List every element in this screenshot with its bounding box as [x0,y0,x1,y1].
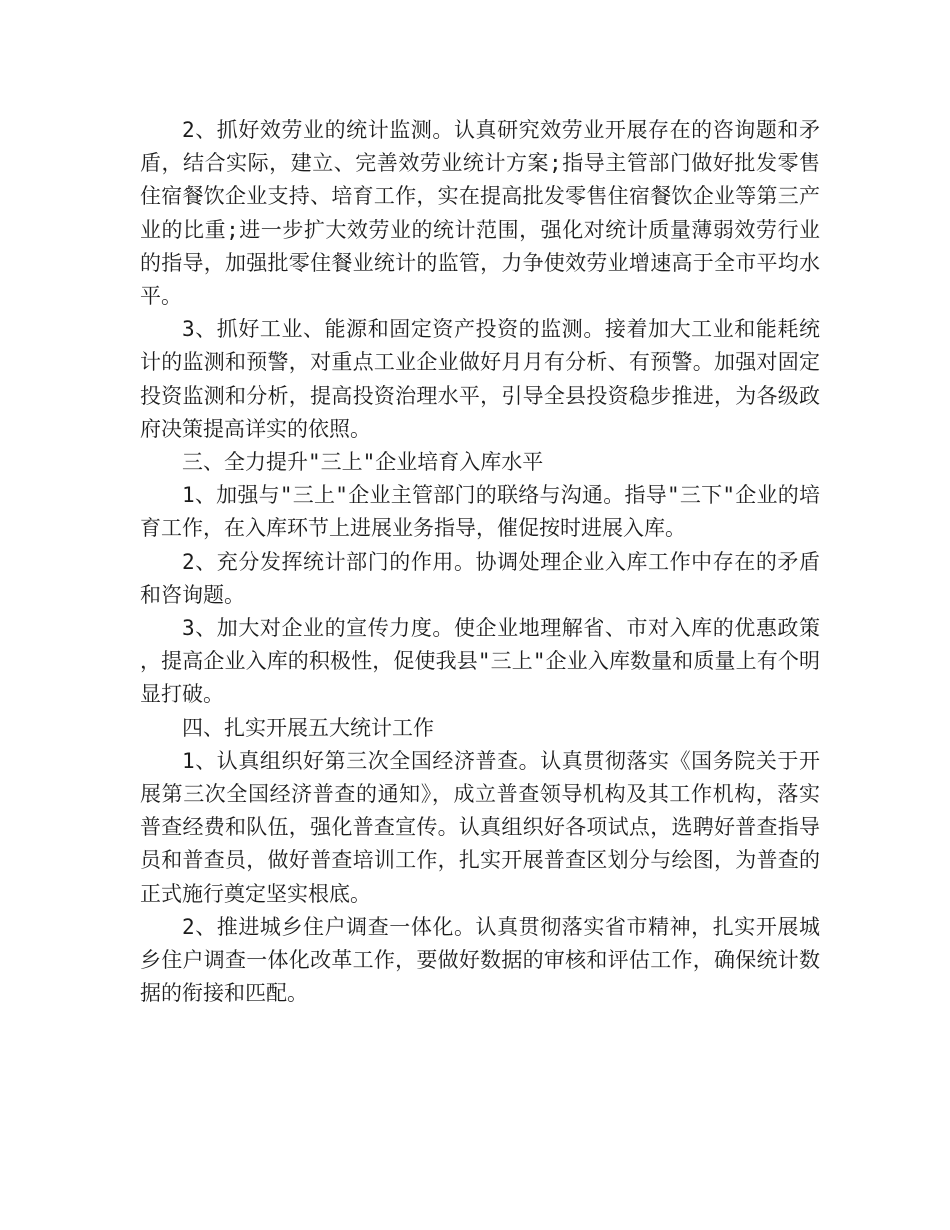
paragraph-statistics-department-role: 2、充分发挥统计部门的作用。协调处理企业入库工作中存在的矛盾和咨询题。 [140,549,820,607]
paragraph-publicity-efforts: 3、加大对企业的宣传力度。使企业地理解省、市对入库的优惠政策，提高企业入库的积极性，促使我县"三上"企业入库数量和质量上有个明显打破。 [140,616,820,707]
document-body [140,114,820,1010]
section-heading-three: 三、全力提升"三上"企业培育入库水平 [182,450,544,475]
paragraph-industry-energy-investment-monitoring: 3、抓好工业、能源和固定资产投资的监测。接着加大工业和能耗统计的监测和预警，对重点工业企业做好月月有分析、有预警。加强对固定投资监测和分析，提高投资治理水平，引导全县投资稳步推进，为各级政府决策提高详实的依照。 [140,317,820,441]
paragraph-economic-census: 1、认真组织好第三次全国经济普查。认真贯彻落实《国务院关于开展第三次全国经济普查的通知》，成立普查领导机构及其工作机构，落实普查经费和队伍，强化普查宣传。认真组织好各项试点，选聘好普查指导员和普查员，做好普查培训工作，扎实开展普查区划分与绘图，为普查的正式施行奠定坚实根底。 [140,748,820,906]
paragraph-department-liaison: 1、加强与"三上"企业主管部门的联络与沟通。指导"三下"企业的培育工作，在入库环节上进展业务指导，催促按时进展入库。 [140,483,820,541]
section-heading-four: 四、扎实开展五大统计工作 [182,715,434,740]
paragraph-household-survey: 2、推进城乡住户调查一体化。认真贯彻落实省市精神，扎实开展城乡住户调查一体化改革工作，要做好数据的审核和评估工作，确保统计数据的衔接和匹配。 [140,914,820,1006]
paragraph-service-industry-monitoring: 2、抓好效劳业的统计监测。认真研究效劳业开展存在的咨询题和矛盾，结合实际，建立、完善效劳业统计方案;指导主管部门做好批发零售住宿餐饮企业支持、培育工作，实在提高批发零售住宿餐饮企业等第三产业的比重;进一步扩大效劳业的统计范围，强化对统计质量薄弱效劳行业的指导，加强批零住餐业统计的监管，力争使效劳业增速高于全市平均水平。 [140,118,820,309]
